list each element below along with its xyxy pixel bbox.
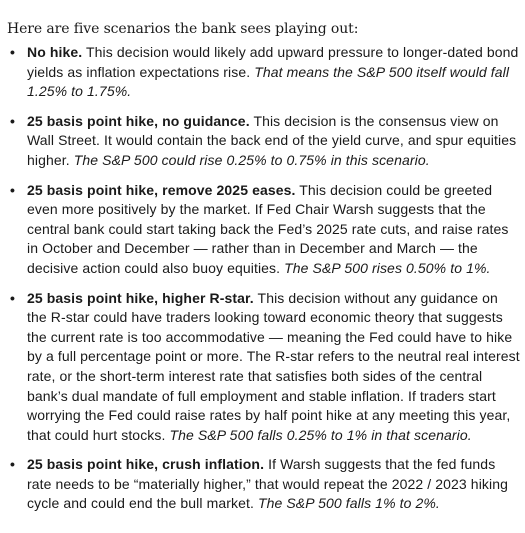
scenario-title: No hike. — [27, 44, 83, 60]
scenario-title: 25 basis point hike, higher R-star. — [27, 289, 254, 306]
scenario-item-no-hike — [0, 43, 525, 102]
scenario-title: 25 basis point hike, remove 2025 eases. — [27, 181, 296, 198]
scenario-outcome: The S&P 500 falls 1% to 2%. — [257, 495, 440, 512]
scenario-title: 25 basis point hike, no guidance. — [27, 112, 250, 129]
scenario-title: 25 basis point hike, crush inflation. — [27, 456, 265, 473]
bullet-icon: • — [10, 289, 16, 306]
scenario-item-hike-no-guidance — [0, 112, 525, 171]
scenario-list — [0, 43, 525, 524]
scenario-outcome: The S&P 500 falls 0.25% to 1% in that scenario. — [169, 426, 472, 443]
scenario-item-hike-crush-inflation — [0, 455, 525, 514]
scenario-outcome: That means the S&P 500 itself would fall 1.25% to 1.75%. — [27, 63, 510, 100]
scenario-outcome: The S&P 500 could rise 0.25% to 0.75% in this scenario. — [73, 151, 430, 168]
bullet-icon: • — [10, 181, 16, 198]
scenario-description: This decision is the consensus view on Wall Street. It would contain the back end of the yield curve, and spur equities higher. — [27, 112, 517, 168]
bullet-icon: • — [10, 44, 16, 60]
scenario-description: If Warsh suggests that the fed funds rate needs to be “materially higher,” that would repeat the 2022 / 2023 hiking cycle and could end the bull market. — [27, 456, 508, 512]
scenario-outcome: The S&P 500 rises 0.50% to 1%. — [284, 259, 491, 276]
bullet-icon: • — [10, 112, 16, 129]
scenario-item-hike-higher-r-star — [0, 289, 525, 446]
bullet-icon: • — [10, 456, 16, 473]
scenario-item-hike-remove-2025-eases — [0, 181, 525, 279]
intro-text: Here are five scenarios the bank sees playing out: — [7, 21, 359, 37]
scenario-description: This decision would likely add upward pressure to longer-dated bond yields as inflation expectations rise. — [27, 44, 519, 80]
scenario-description: This decision could be greeted even more positively by the market. If Fed Chair Warsh suggests that the central bank could start taking back the Fed’s 2025 rate cuts, and raise rates in October and December — rather than in December and March — the decisive action could also buoy equities. — [27, 181, 509, 276]
scenario-description: This decision without any guidance on the R-star could have traders looking toward economic theory that suggests the current rate is too accommodative — meaning the Fed could have to hike by a full percentage point or more. The R-star refers to the neutral real interest rate, or the short-term interest rate that satisfies both sides of the central bank’s dual mandate of full employment and stable inflation. If traders start worrying the Fed could raise rates by half point hike at any meeting this year, that could hurt stocks. — [27, 289, 520, 443]
